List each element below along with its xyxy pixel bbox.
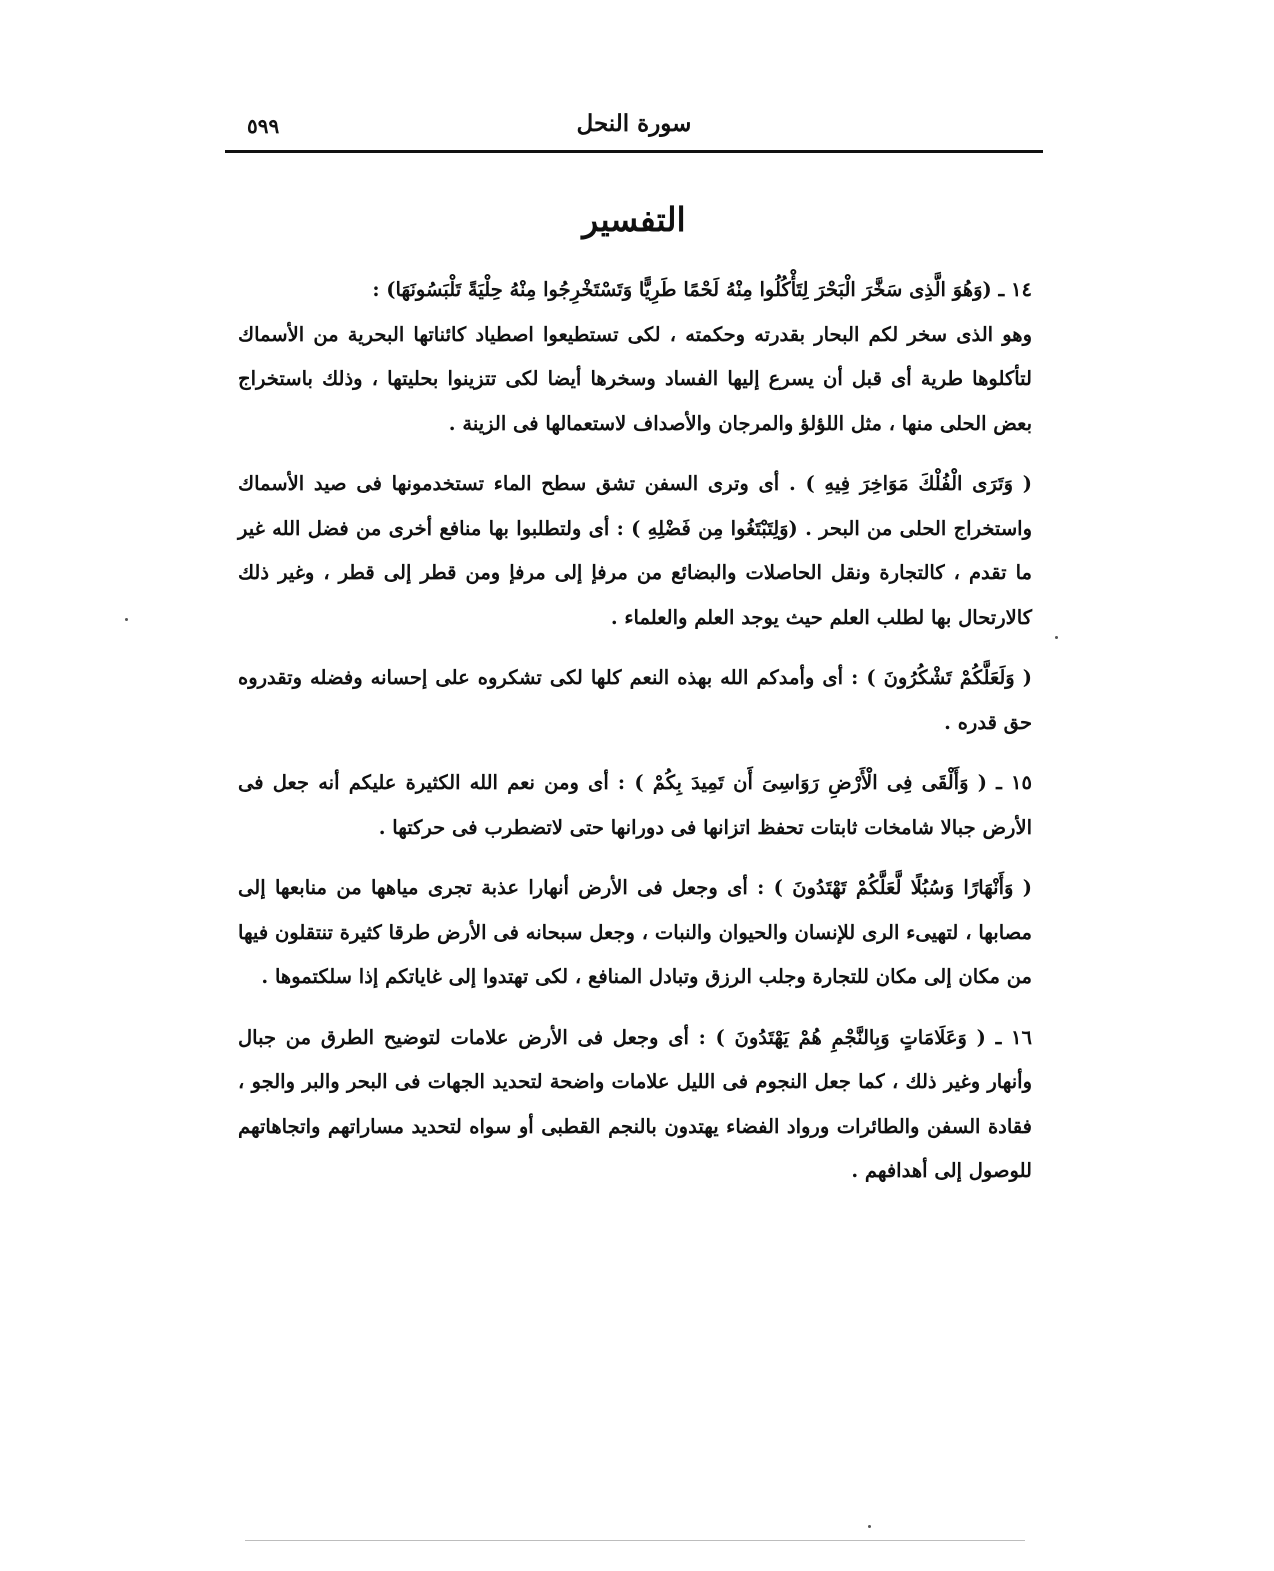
- verse-16-paragraph: ١٦ ـ ( وَعَلَامَاتٍ وَبِالنَّجْمِ هُمْ يَهْتَدُونَ ) : أى وجعل فى الأرض علامات لتوضيح الطرق من جبال وأنهار وغير ذلك ، كما جعل النجوم فى الليل علامات واضحة لتحديد الجهات فى البحر والبر والجو ، فقادة السفن والطائرات ورواد الفضاء يهتدون بالنجم القطبى أو سواه لتحديد مساراتهم واتجاهاتهم للوصول إلى أهدافهم .: [238, 1025, 1032, 1182]
- verse-15-paragraph: ١٥ ـ ( وَأَلْقَى فِى الْأَرْضِ رَوَاسِىَ أَن تَمِيدَ بِكُمْ ) : أى ومن نعم الله الكثيرة عليكم أنه جعل فى الأرض جبالا شامخات ثابتات تحفظ اتزانها فى دورانها حتى لاتضطرب فى حركتها .: [238, 771, 1032, 839]
- page-header: [225, 108, 1043, 150]
- paragraph: ( وَأَنْهَارًا وَسُبُلًا لَّعَلَّكُمْ تَهْتَدُونَ ) : أى وجعل فى الأرض أنهارا عذبة تجرى مياهها من منابعها إلى مصابها ، لتهيىء الرى للإنسان والحيوان والنبات ، وجعل سبحانه فى الأرض طرقا كثيرة تنتقلون فيها من مكان إلى مكان للتجارة وجلب الرزق وتبادل المنافع ، لكى تهتدوا إلى غاياتكم إذا سلكتموها .: [238, 876, 1032, 988]
- header-rule: [225, 150, 1043, 153]
- paragraph: ( وَلَعَلَّكُمْ تَشْكُرُونَ ) : أى وأمدكم الله بهذه النعم كلها لكى تشكروه على إحسانه وفضله وتقدروه حق قدره .: [238, 666, 1032, 734]
- scan-speck: [125, 618, 128, 621]
- paragraph: وهو الذى سخر لكم البحار بقدرته وحكمته ، لكى تستطيعوا اصطياد كائناتها البحرية من الأسماك لتأكلوها طرية أى قبل أن يسرع إليها الفساد وسخرها أيضا لكى تتزينوا بحليتها ، وذلك باستخراج بعض الحلى منها ، مثل اللؤلؤ والمرجان والأصداف لاستعمالها فى الزينة .: [238, 322, 1032, 435]
- verse-14-heading: ١٤ ـ (وَهُوَ الَّذِى سَخَّرَ الْبَحْرَ لِتَأْكُلُوا مِنْهُ لَحْمًا طَرِيًّا وَتَسْتَخْرِجُوا مِنْهُ حِلْيَةً تَلْبَسُونَهَا) :: [372, 278, 1032, 301]
- scan-speck: [1055, 636, 1058, 639]
- page-number: ٥٩٩: [247, 114, 280, 138]
- paragraph: ( وَتَرَى الْفُلْكَ مَوَاخِرَ فِيهِ ) . أى وترى السفن تشق سطح الماء تستخدمونها فى صيد الأسماك واستخراج الحلى من البحر . (وَلِتَبْتَغُوا مِن فَضْلِهِ ) : أى ولتطلبوا بها منافع أخرى من فضل الله غير ما تقدم ، كالتجارة ونقل الحاصلات والبضائع من مرفإ إلى مرفإ ومن قطر إلى قطر ، وغير ذلك كالارتحال بها لطلب العلم حيث يوجد العلم والعلماء .: [238, 472, 1032, 629]
- scan-edge-line: [245, 1540, 1025, 1541]
- tafsir-text: [238, 268, 1032, 1210]
- section-title: التفسير: [582, 200, 686, 239]
- scan-speck: [868, 1525, 871, 1528]
- running-title: سورة النحل: [576, 110, 692, 137]
